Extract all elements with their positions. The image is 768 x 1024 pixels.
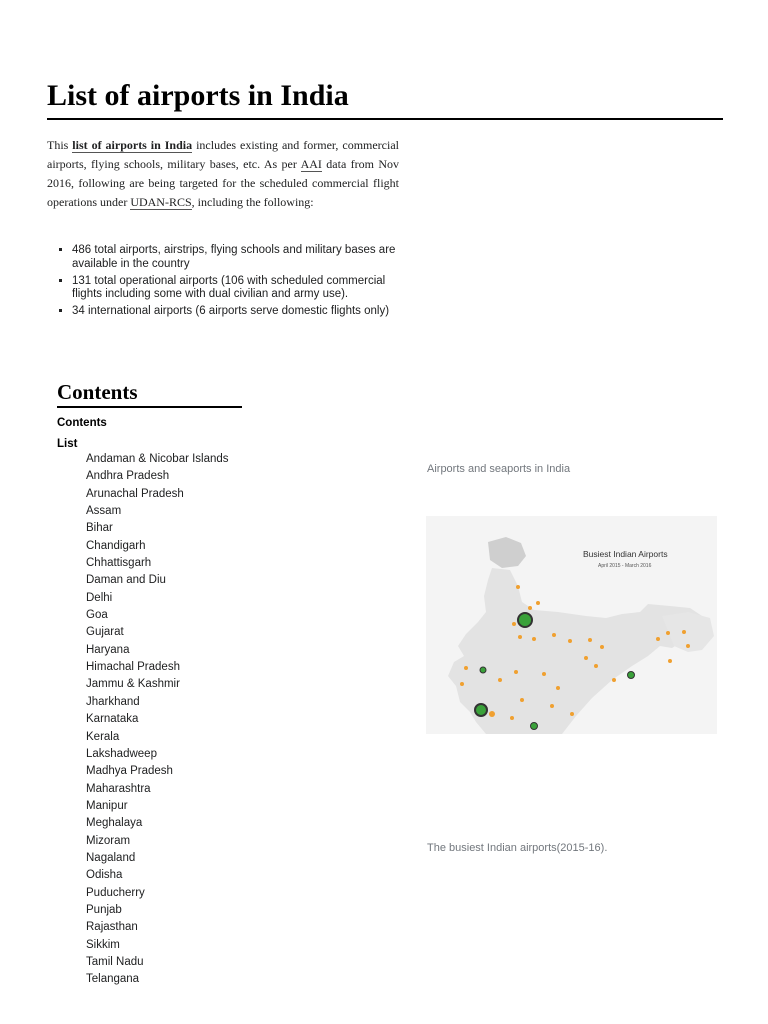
toc-item[interactable]: Chhattisgarh [86, 557, 152, 570]
ahmedabad-airport-marker [480, 667, 486, 673]
aai-link[interactable]: AAI [300, 157, 322, 171]
toc-item[interactable]: Assam [86, 505, 122, 518]
toc-item[interactable]: Puducherry [86, 886, 145, 899]
airport-dot [528, 606, 532, 610]
airport-dot [668, 659, 672, 663]
list-link[interactable]: list of airports in India [72, 138, 193, 152]
airport-dot [656, 637, 660, 641]
airport-dot [612, 678, 616, 682]
toc-item[interactable]: Lakshadweep [86, 747, 157, 760]
airport-dot [518, 635, 522, 639]
map-kashmir-region [488, 537, 526, 568]
delhi-airport-marker [518, 613, 532, 627]
toc-item[interactable]: Andhra Pradesh [86, 470, 170, 483]
toc-item[interactable]: Kerala [86, 730, 120, 743]
mumbai-airport-marker [475, 704, 487, 716]
toc-item[interactable]: Manipur [86, 799, 128, 812]
airport-dot [552, 633, 556, 637]
list-item: ▪ 34 international airports (6 airports serve domestic flights only) [72, 305, 416, 319]
airport-dot [588, 638, 592, 642]
toc-item[interactable]: Haryana [86, 643, 130, 656]
page-title: List of airports in India [47, 74, 723, 120]
toc-item[interactable]: Rajasthan [86, 921, 138, 934]
busiest-airports-map[interactable] [426, 516, 717, 734]
airport-dot [532, 637, 536, 641]
toc-list-link[interactable]: List [57, 438, 78, 450]
toc-item[interactable]: Goa [86, 609, 108, 622]
india-map-graphic [426, 516, 717, 734]
contents-heading: Contents [57, 378, 242, 408]
airport-dot [594, 664, 598, 668]
airport-dot [536, 601, 540, 605]
toc-item[interactable]: Daman and Diu [86, 574, 166, 587]
airport-dot [682, 630, 686, 634]
toc-list [86, 451, 229, 989]
airport-dot [686, 644, 690, 648]
airport-dot [498, 678, 502, 682]
toc-item[interactable]: Punjab [86, 903, 122, 916]
airport-dot [600, 645, 604, 649]
toc-contents-label: Contents [57, 417, 107, 429]
toc-item[interactable]: Nagaland [86, 851, 136, 864]
airport-dot [542, 672, 546, 676]
airport-dot [512, 622, 516, 626]
airport-dot [568, 639, 572, 643]
map-title: Busiest Indian Airports [583, 549, 668, 559]
toc-item[interactable]: Jharkhand [86, 695, 140, 708]
udan-rcs-link[interactable]: UDAN-RCS [130, 195, 192, 209]
intro-paragraph: This list of airports in India includes existing and former, commercial airports, flying schools, military bases, etc. As per AAI data from Nov 2016, following are being targeted for the scheduled commercial flight operations under UDAN-RCS, including the following: [47, 138, 400, 209]
toc-item[interactable]: Jammu & Kashmir [86, 678, 180, 691]
airport-dot [460, 682, 464, 686]
kolkata-airport-marker [628, 672, 635, 679]
toc-item[interactable]: Karnataka [86, 713, 139, 726]
bengaluru-airport-marker [531, 723, 538, 730]
toc-item[interactable]: Chandigarh [86, 539, 146, 552]
airport-dot [556, 686, 560, 690]
toc-item[interactable]: Maharashtra [86, 782, 151, 795]
airport-dot [514, 670, 518, 674]
busiest-airports-caption: The busiest Indian airports(2015-16). [427, 842, 608, 854]
facts-list [55, 244, 416, 322]
toc-item[interactable]: Gujarat [86, 626, 124, 639]
airport-dot [520, 698, 524, 702]
toc-item[interactable]: Telangana [86, 973, 140, 986]
toc-item[interactable]: Sikkim [86, 938, 120, 951]
toc-item[interactable]: Odisha [86, 869, 123, 882]
toc-item[interactable]: Meghalaya [86, 817, 143, 830]
toc-item[interactable]: Arunachal Pradesh [86, 487, 184, 500]
airport-dot [584, 656, 588, 660]
airport-dot [666, 631, 670, 635]
airport-dot [510, 716, 514, 720]
list-item: ▪ 486 total airports, airstrips, flying schools and military bases are available in the country [72, 244, 416, 271]
list-item: ▪ 131 total operational airports (106 with scheduled commercial flights including some with dual civilian and army use). [72, 275, 416, 302]
toc-item[interactable]: Delhi [86, 591, 113, 604]
map-subtitle: April 2015 - March 2016 [598, 563, 652, 569]
toc-item[interactable]: Himachal Pradesh [86, 661, 180, 674]
airport-dot [550, 704, 554, 708]
pune-airport-marker [489, 711, 495, 717]
airport-dot [516, 585, 520, 589]
toc-item[interactable]: Mizoram [86, 834, 131, 847]
airport-dot [464, 666, 468, 670]
toc-item[interactable]: Andaman & Nicobar Islands [86, 453, 229, 465]
airport-dot [570, 712, 574, 716]
toc-item[interactable]: Tamil Nadu [86, 955, 144, 968]
toc-item[interactable]: Bihar [86, 522, 113, 535]
seaports-caption: Airports and seaports in India [427, 463, 571, 475]
toc-item[interactable]: Madhya Pradesh [86, 765, 173, 778]
